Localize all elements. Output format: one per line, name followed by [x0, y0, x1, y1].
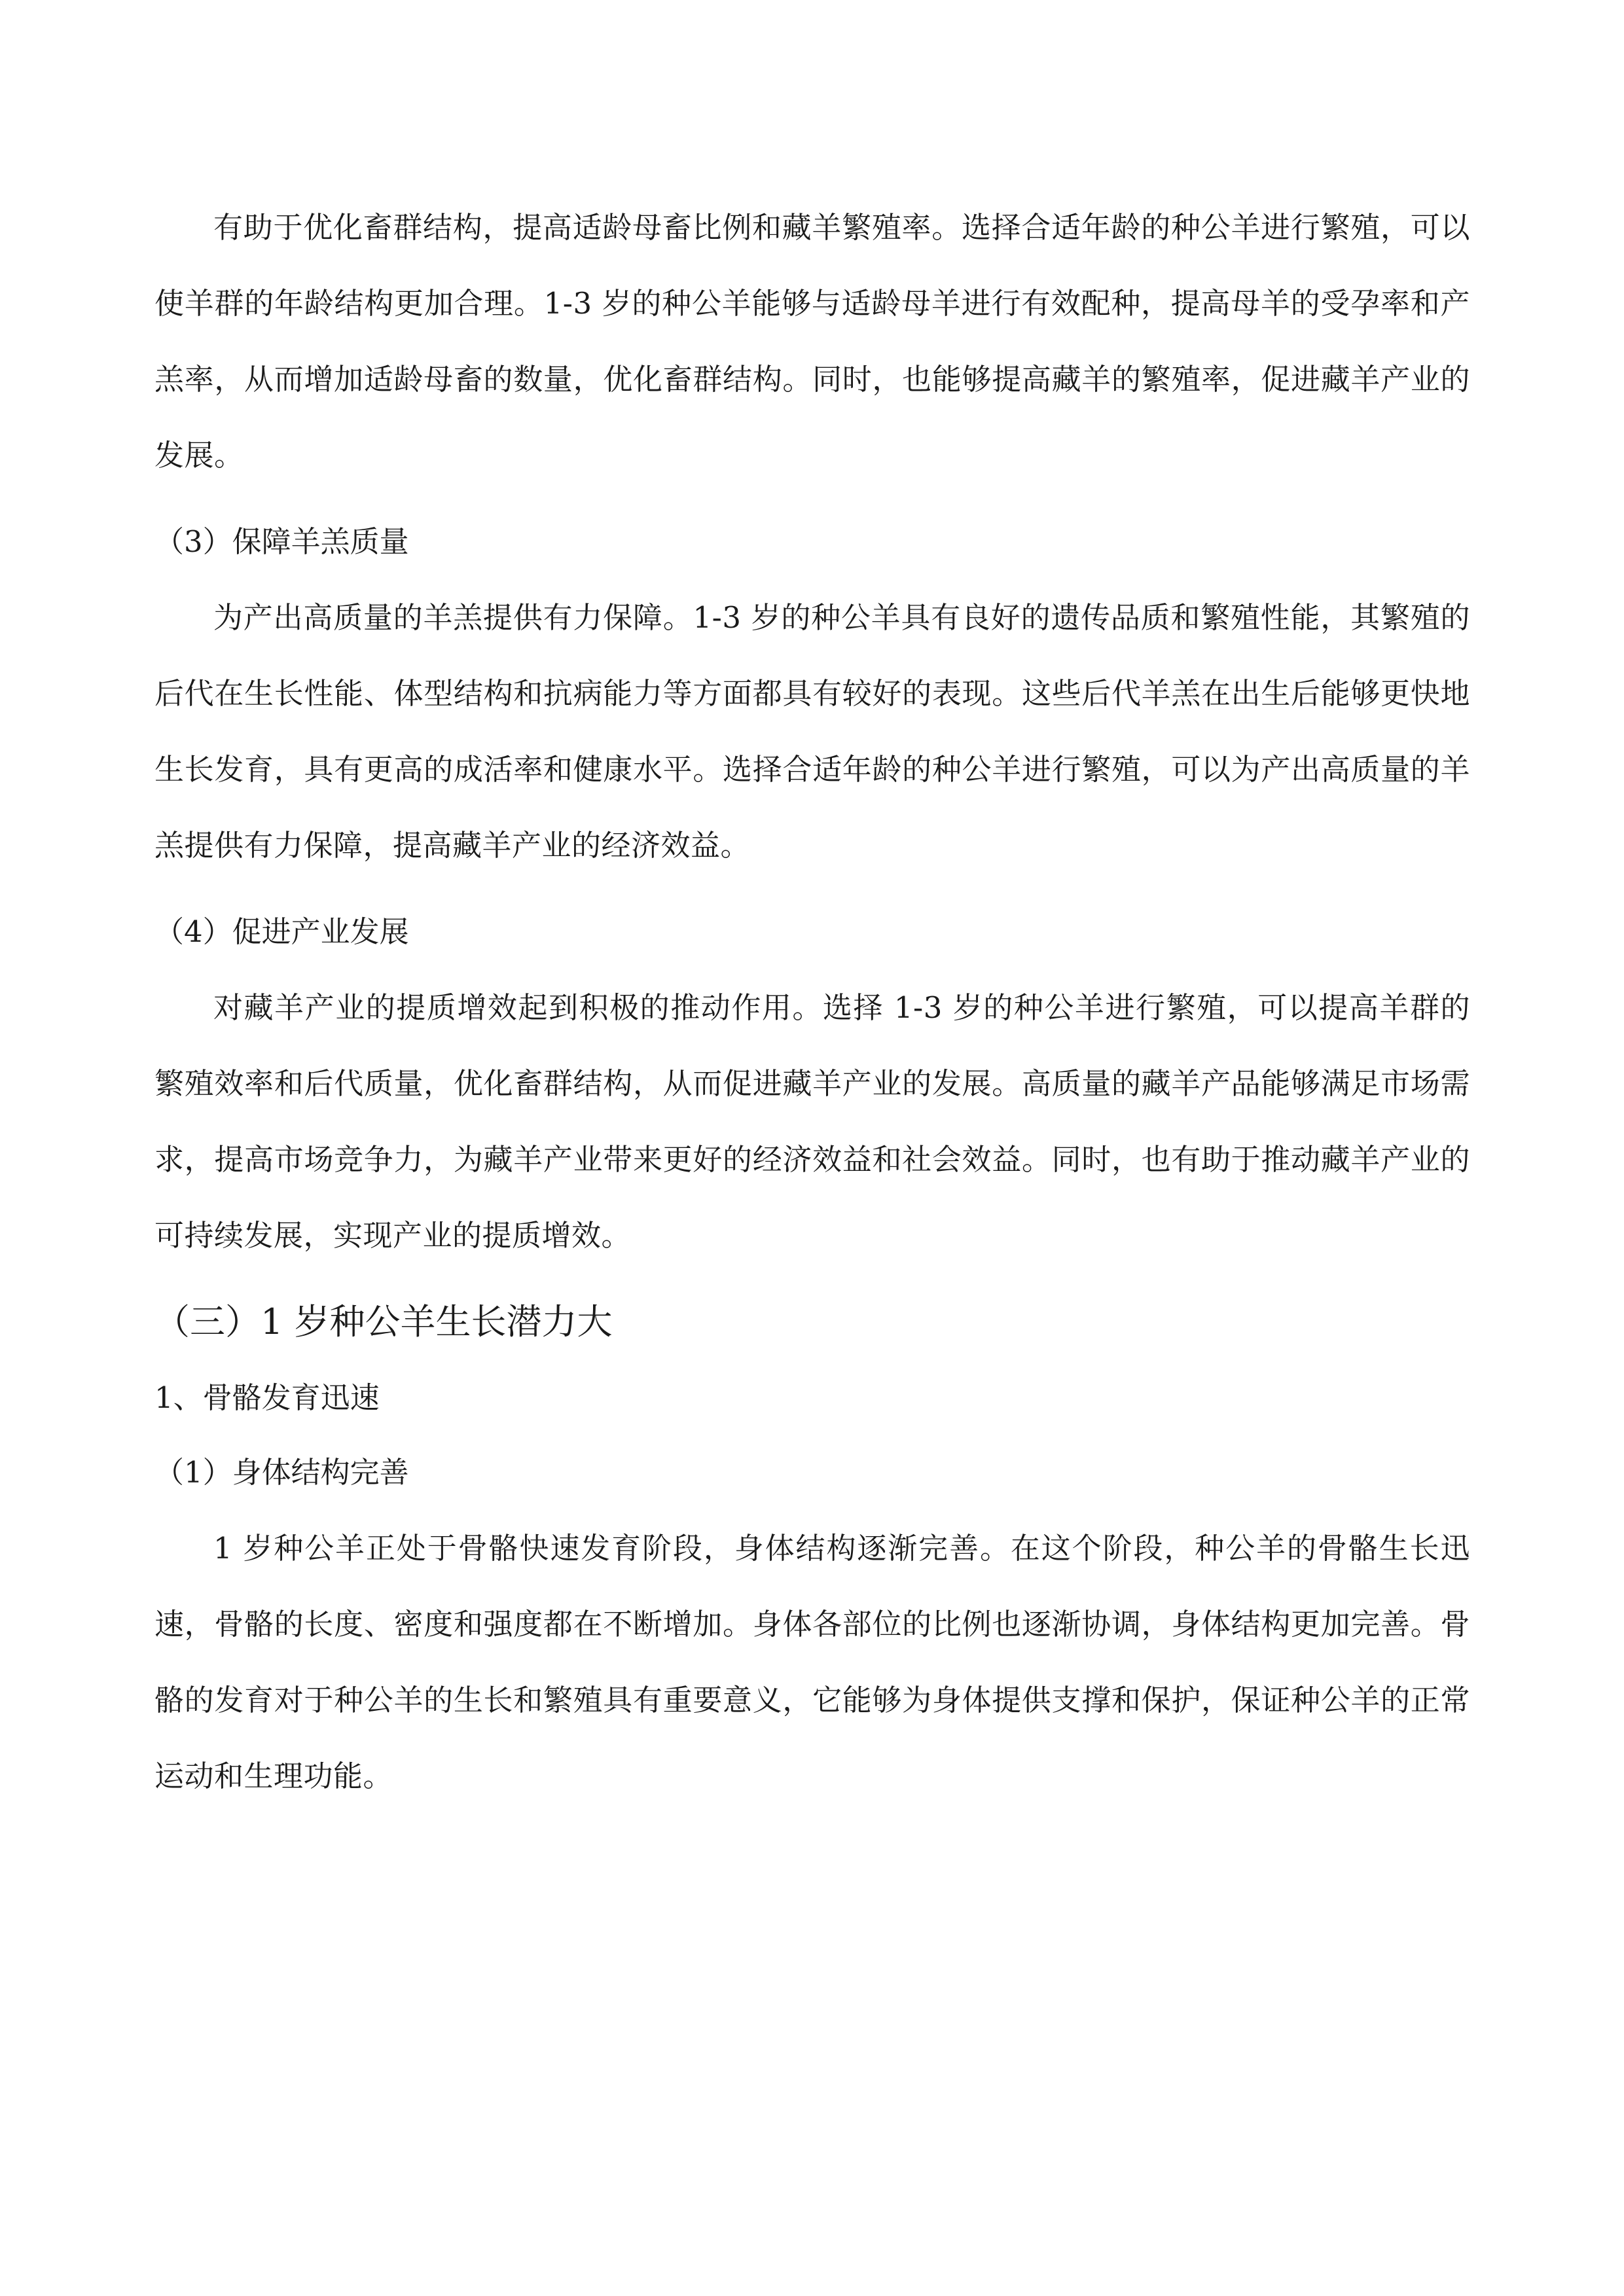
paragraph-breeding-structure: 有助于优化畜群结构，提高适龄母畜比例和藏羊繁殖率。选择合适年龄的种公羊进行繁殖，可以使羊群的年龄结构更加合理。1-3 岁的种公羊能够与适龄母羊进行有效配种，提高母羊的受孕率和产羔率，从而增加适龄母畜的数量，优化畜群结构。同时，也能够提高藏羊的繁殖率，促进藏羊产业的发展。: [154, 210, 1470, 473]
section-heading-growth-potential: （三）1 岁种公羊生长潜力大: [154, 1301, 613, 1342]
paragraph-industry-development: 对藏羊产业的提质增效起到积极的推动作用。选择 1-3 岁的种公羊进行繁殖，可以提高羊群的繁殖效率和后代质量，优化畜群结构，从而促进藏羊产业的发展。高质量的藏羊产品能够满足市场需求，提高市场竞争力，为藏羊产业带来更好的经济效益和社会效益。同时，也有助于推动藏羊产业的可持续发展，实现产业的提质增效。: [154, 990, 1470, 1253]
paragraph-lamb-quality: 为产出高质量的羊羔提供有力保障。1-3 岁的种公羊具有良好的遗传品质和繁殖性能，其繁殖的后代在生长性能、体型结构和抗病能力等方面都具有较好的表现。这些后代羊羔在出生后能够更快地生长发育，具有更高的成活率和健康水平。选择合适年龄的种公羊进行繁殖，可以为产出高质量的羊羔提供有力保障，提高藏羊产业的经济效益。: [154, 600, 1470, 863]
subheading-lamb-quality: （3）保障羊羔质量: [154, 524, 409, 559]
paragraph-body-structure: 1 岁种公羊正处于骨骼快速发育阶段，身体结构逐渐完善。在这个阶段，种公羊的骨骼生长迅速，骨骼的长度、密度和强度都在不断增加。身体各部位的比例也逐渐协调，身体结构更加完善。骨骼的发育对于种公羊的生长和繁殖具有重要意义，它能够为身体提供支撑和保护，保证种公羊的正常运动和生理功能。: [154, 1531, 1470, 1793]
subheading-industry-development: （4）促进产业发展: [154, 914, 409, 949]
item-heading-bone-development: 1、骨骼发育迅速: [154, 1380, 380, 1415]
subheading-body-structure: （1）身体结构完善: [154, 1455, 409, 1490]
document-body: [154, 190, 1470, 1814]
